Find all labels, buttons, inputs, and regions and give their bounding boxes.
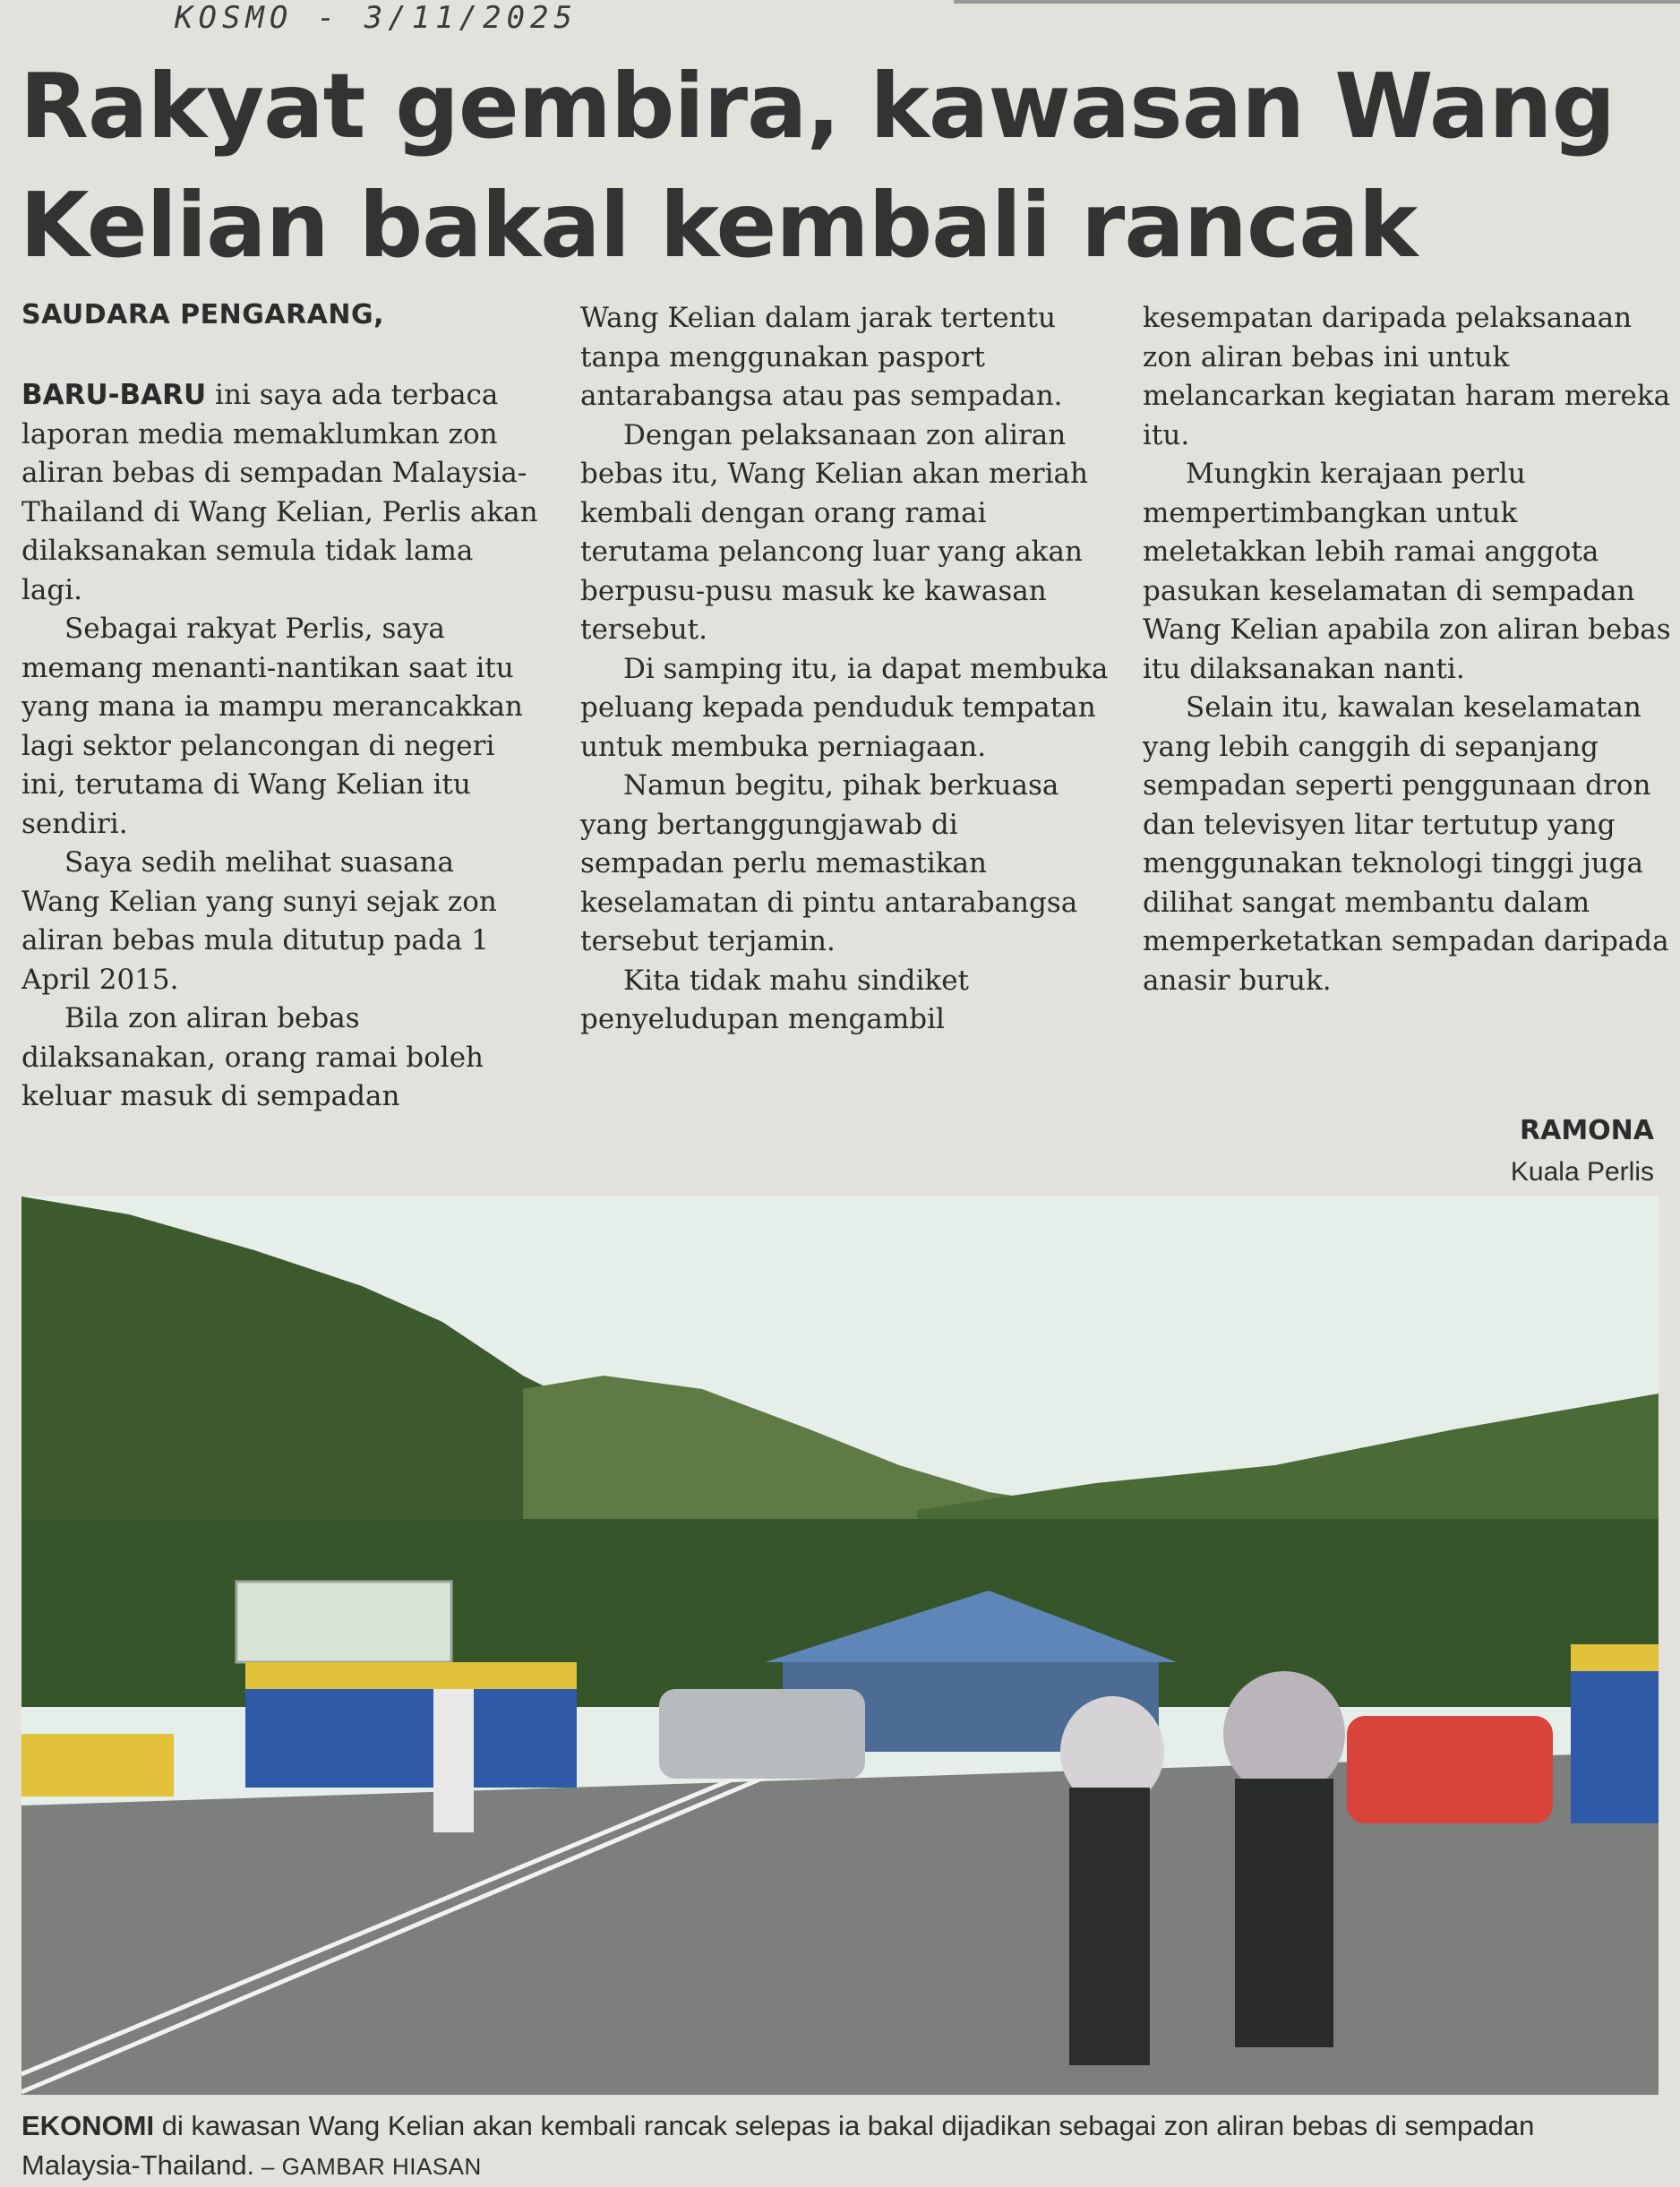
paragraph-2: Sebagai rakyat Perlis, saya memang menanti-nantikan saat itu yang mana ia mampu merancakkan lagi sektor pelancongan di negeri ini, terutama di Wang Kelian itu sendiri.: [21, 613, 523, 840]
gate-left: [245, 1680, 577, 1788]
paragraph-9: Mungkin kerajaan perlu mempertimbangkan untuk meletakkan lebih ramai anggota pasukan keselamatan di sempadan Wang Kelian apabila zon aliran bebas itu dilaksanakan nanti.: [1143, 458, 1671, 685]
gate-right: [1571, 1662, 1659, 1823]
pedestrian-man: [433, 1689, 474, 1832]
paragraph-8: Kita tidak mahu sindiket penyeludupan mengambil: [580, 964, 970, 1035]
paragraph-10: Selain itu, kawalan keselamatan yang lebih canggih di sepanjang sempadan seperti penggunaan dron dan televisyen litar tertutup yang menggunakan teknologi tinggi juga dilihat sangat membantu dalam memperketatkan sempadan daripada anasir buruk.: [1143, 691, 1669, 997]
lead-word: BARU-BARU: [21, 379, 207, 411]
paragraph-1-text: ini saya ada terbaca laporan media memaklumkan zon aliran bebas di sempadan Malaysia-Thailand di Wang Kelian, Perlis akan dilaksanakan semula tidak lama lagi.: [21, 379, 538, 606]
paragraph-1: [21, 376, 539, 610]
border-checkpoint-illustration: [21, 1196, 1659, 2095]
woman-left-body: [1069, 1788, 1150, 2065]
caption-text: di kawasan Wang Kelian akan kembali rancak selepas ia bakal dijadikan sebagai zon aliran bebas di sempadan Malaysia-Thailand.: [21, 2110, 1535, 2181]
red-car: [1347, 1716, 1553, 1823]
woman-right-body: [1235, 1779, 1333, 2047]
border-photo: [21, 1196, 1659, 2095]
fence-left: [21, 1734, 174, 1797]
column-3: [1143, 299, 1671, 1000]
photo-caption: [21, 2106, 1660, 2186]
column-1: [21, 376, 539, 1117]
paragraph-4-continued: Wang Kelian dalam jarak tertentu tanpa menggunakan pasport antarabangsa atau pas sempadan.: [580, 302, 1063, 412]
paragraph-3: Saya sedih melihat suasana Wang Kelian yang sunyi sejak zon aliran bebas mula ditutup pada 1 April 2015.: [21, 846, 497, 996]
paragraph-4: Bila zon aliran bebas dilaksanakan, orang ramai boleh keluar masuk di sempadan: [21, 1002, 484, 1112]
signature-place: Kuala Perlis: [1510, 1157, 1654, 1187]
silver-car: [659, 1689, 865, 1779]
headline: [20, 47, 1632, 285]
signature-name: RAMONA: [1520, 1115, 1654, 1146]
handwritten-date-note: KOSMO - 3/11/2025: [175, 0, 578, 36]
top-rule: [954, 0, 1680, 4]
headline-line-1: Rakyat gembira, kawasan Wang: [20, 54, 1616, 159]
headline-line-2: Kelian bakal kembali rancak: [20, 173, 1418, 278]
caption-lead: EKONOMI: [21, 2110, 155, 2141]
paragraph-8-continued: kesempatan daripada pelaksanaan zon aliran bebas ini untuk melancarkan kegiatan haram mereka itu.: [1143, 302, 1671, 451]
paragraph-6: Di samping itu, ia dapat membuka peluang kepada penduduk tempatan untuk membuka perniagaan.: [580, 652, 1109, 763]
paragraph-7: Namun begitu, pihak berkuasa yang bertanggungjawab di sempadan perlu memastikan keselamatan di pintu antarabangsa tersebut terjamin.: [580, 769, 1078, 957]
salutation: SAUDARA PENGARANG,: [21, 299, 385, 330]
paragraph-5: Dengan pelaksanaan zon aliran bebas itu, Wang Kelian akan meriah kembali dengan orang ramai terutama pelancong luar yang akan berpusu-pusu masuk ke kawasan tersebut.: [580, 418, 1088, 646]
woman-right-headscarf: [1223, 1671, 1345, 1797]
caption-credit: – GAMBAR HIASAN: [254, 2153, 482, 2180]
signboard: [236, 1582, 451, 1662]
gate-right-top: [1571, 1644, 1659, 1671]
gate-left-top: [245, 1662, 577, 1689]
column-2: [580, 299, 1109, 1040]
